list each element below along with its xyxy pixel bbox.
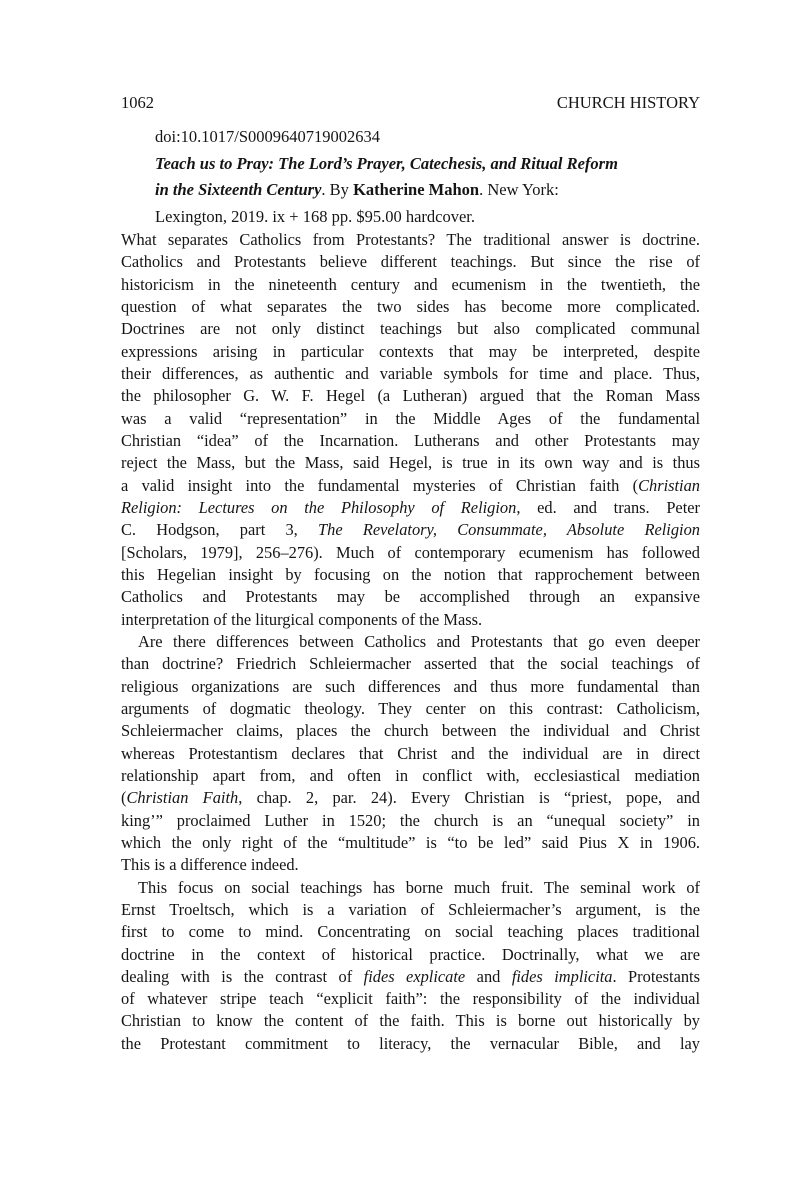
text-run: C. Hodgson, part 3, [121, 520, 319, 540]
body-line [121, 296, 700, 318]
text-run: fides implicita [511, 966, 613, 986]
text-run: The Revelatory, Consummate, Absolute Religion [318, 520, 700, 540]
text-run: in the Sixteenth Century [155, 180, 322, 199]
body-line [121, 899, 700, 921]
body-line [121, 653, 700, 675]
body-line [121, 720, 700, 742]
text-run: , chap. 2, par. 24). Every Christian is “priest, pope, and [238, 788, 700, 808]
text-run: [Scholars, 1979], 256–276). Much of contemporary ecumenism has followed [121, 542, 700, 562]
text-run: Katherine Mahon [353, 180, 480, 199]
body-line [121, 944, 700, 966]
text-run: which the only right of the “multitude” is “to be led” said Pius X in 1906. [121, 832, 700, 852]
text-run: whereas Protestantism declares that Christ and the individual are in direct [121, 743, 700, 763]
text-run: This is a difference indeed. [121, 855, 299, 875]
page-number: 1062 [121, 93, 154, 112]
text-run: of whatever stripe teach “explicit faith”: the responsibility of the individual [121, 989, 700, 1009]
body-line [121, 787, 700, 809]
body-line [121, 229, 700, 251]
text-run: a valid insight into the fundamental mysteries of Christian faith ( [121, 475, 639, 495]
body-paragraph [121, 877, 700, 1056]
text-run: , ed. and trans. Peter [516, 497, 700, 517]
text-run: Doctrines are not only distinct teachings but also complicated communal [121, 319, 700, 339]
body-line [121, 832, 700, 854]
text-run: dealing with is the contrast of [121, 966, 364, 986]
text-run: Christian to know the content of the faith. This is borne out historically by [121, 1011, 700, 1031]
body-line [121, 631, 700, 653]
body-line [121, 341, 700, 363]
text-run: ( [121, 788, 127, 808]
text-run: relationship apart from, and often in conflict with, ecclesiastical mediation [121, 765, 700, 785]
text-run: . New York: [479, 180, 559, 199]
text-run: Christian Faith [126, 788, 239, 808]
body-line [121, 318, 700, 340]
body-line [121, 430, 700, 452]
text-run: Schleiermacher claims, places the church between the individual and Christ [121, 721, 700, 741]
text-run: religious organizations are such differences and thus more fundamental than [121, 676, 700, 696]
review-body [121, 229, 700, 1055]
text-run: . By [321, 180, 354, 199]
text-run: this Hegelian insight by focusing on the notion that rapprochement between [121, 564, 700, 584]
text-run: What separates Catholics from Protestants? The traditional answer is doctrine. [121, 230, 700, 249]
citation-block [155, 124, 700, 230]
body-line [121, 586, 700, 608]
body-line [121, 743, 700, 765]
text-run: Lexington, 2019. ix + 168 pp. $95.00 hardcover. [155, 206, 476, 226]
body-line [121, 452, 700, 474]
body-line [121, 542, 700, 564]
running-head [121, 0, 700, 113]
body-paragraph [121, 631, 700, 877]
body-line [121, 475, 700, 497]
text-run: and [465, 966, 512, 986]
text-run: historicism in the nineteenth century and ecumenism in the twentieth, the [121, 274, 700, 294]
doi-text: doi:10.1017/S0009640719002634 [155, 127, 381, 146]
body-line [121, 1033, 700, 1055]
text-run: This focus on social teachings has borne much fruit. The seminal work of [138, 877, 700, 897]
text-run: question of what separates the two sides has become more complicated. [121, 296, 700, 316]
body-line [121, 810, 700, 832]
text-run: expressions arising in particular contexts that may be interpreted, despite [121, 341, 700, 361]
body-line [121, 363, 700, 385]
body-line [121, 966, 700, 988]
text-run: . Protestants [612, 966, 700, 986]
body-line [121, 274, 700, 296]
text-run: than doctrine? Friedrich Schleiermacher asserted that the social teachings of [121, 654, 700, 674]
text-run: Catholics and Protestants may be accomplished through an expansive [121, 587, 700, 607]
text-run: Are there differences between Catholics and Protestants that go even deeper [138, 631, 700, 651]
body-line [121, 988, 700, 1010]
body-line [121, 251, 700, 273]
body-line [121, 854, 700, 876]
body-line [121, 698, 700, 720]
text-run: reject the Mass, but the Mass, said Hegel, is true in its own way and is thus [121, 453, 700, 473]
body-line [121, 519, 700, 541]
book-citation [155, 151, 700, 231]
body-line [121, 877, 700, 899]
text-run: Religion: Lectures on the Philosophy of Religion [121, 497, 517, 517]
citation-line [155, 177, 700, 204]
body-line [121, 609, 700, 631]
page-content [121, 0, 700, 1055]
text-run: Christian “idea” of the Incarnation. Lutherans and other Protestants may [121, 430, 700, 450]
text-run: the philosopher G. W. F. Hegel (a Lutheran) argued that the Roman Mass [121, 386, 700, 406]
text-run: Catholics and Protestants believe different teachings. But since the rise of [121, 252, 700, 272]
body-line [121, 564, 700, 586]
text-run: arguments of dogmatic theology. They center on this contrast: Catholicism, [121, 698, 700, 718]
text-run: doctrine in the context of historical practice. Doctrinally, what we are [121, 944, 700, 964]
text-run: king’” proclaimed Luther in 1520; the church is an “unequal society” in [121, 810, 700, 830]
body-paragraph [121, 229, 700, 631]
text-run: Christian [638, 475, 700, 495]
text-run: fides explicate [363, 966, 466, 986]
text-run: Teach us to Pray: The Lord’s Prayer, Catechesis, and Ritual Reform [155, 153, 618, 173]
body-line [121, 385, 700, 407]
text-run: their differences, as authentic and variable symbols for time and place. Thus, [121, 363, 700, 383]
text-run: the Protestant commitment to literacy, the vernacular Bible, and lay [121, 1033, 700, 1053]
text-run: first to come to mind. Concentrating on social teaching places traditional [121, 922, 700, 942]
body-line [121, 765, 700, 787]
citation-line [155, 204, 700, 231]
citation-line [155, 151, 700, 178]
text-run: interpretation of the liturgical components of the Mass. [121, 609, 483, 629]
journal-title: CHURCH HISTORY [556, 93, 700, 112]
body-line [121, 676, 700, 698]
text-run: was a valid “representation” in the Middle Ages of the fundamental [121, 408, 700, 428]
body-line [121, 921, 700, 943]
body-line [121, 497, 700, 519]
body-line [121, 1010, 700, 1032]
body-line [121, 408, 700, 430]
text-run: Ernst Troeltsch, which is a variation of Schleiermacher’s argument, is the [121, 899, 700, 919]
